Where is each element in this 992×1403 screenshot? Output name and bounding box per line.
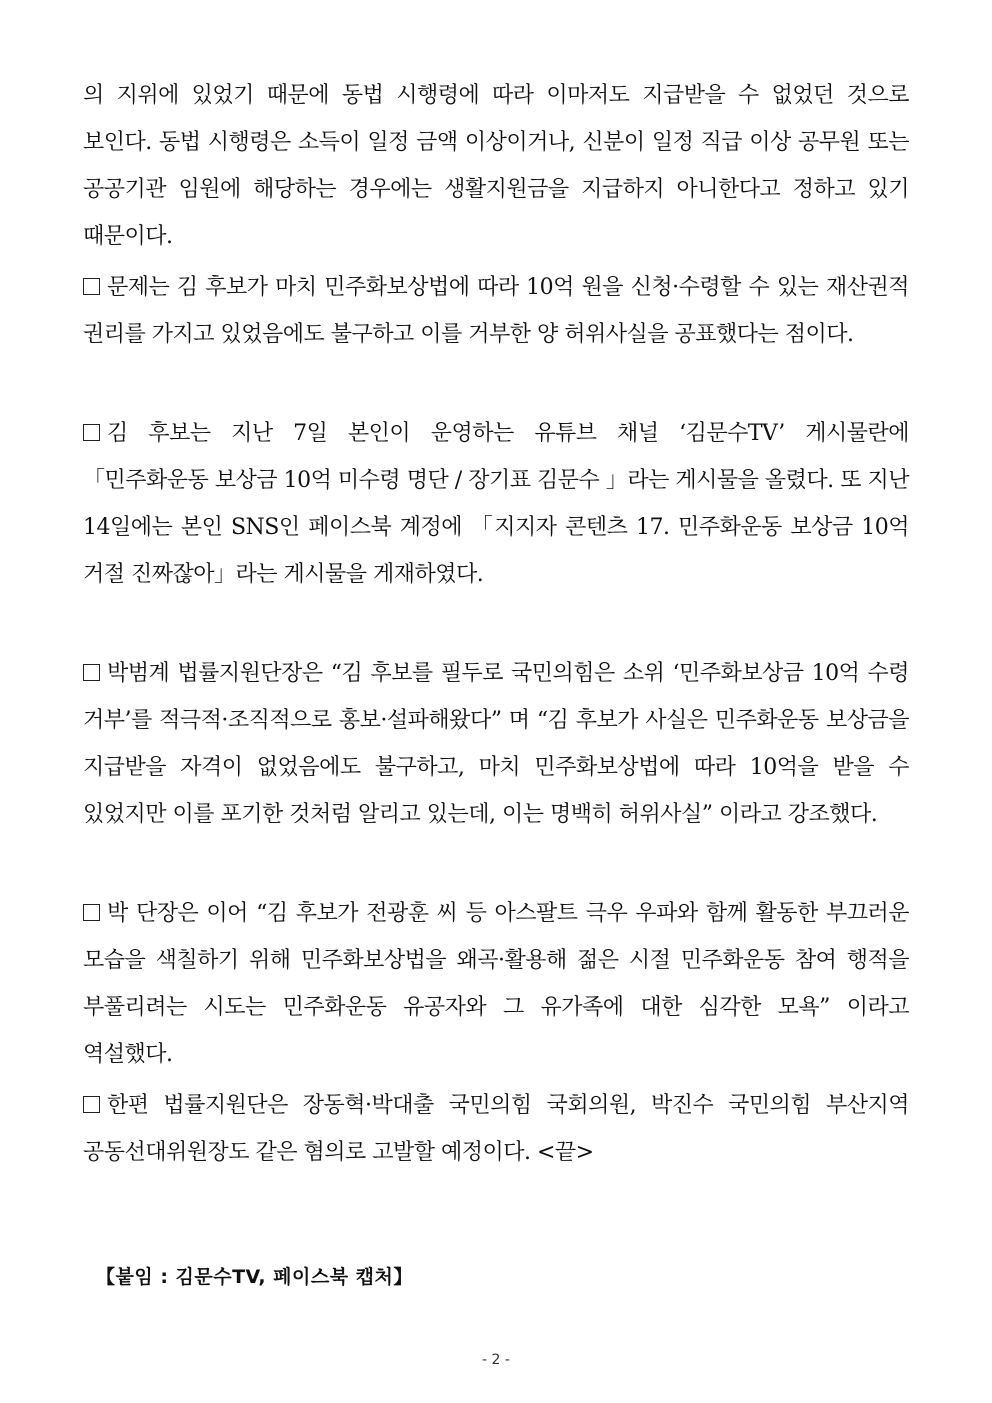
paragraph-6 [83,1082,909,1176]
checkbox-bullet-icon [83,278,100,295]
paragraph-1 [83,72,909,260]
paragraph-3 [83,410,909,598]
paragraph-6-text: 한편 법률지원단은 장동혁·박대출 국민의힘 국회의원, 박진수 국민의힘 부산지역 공동선대위원장도 같은 혐의로 고발할 예정이다. <끝> [83,1093,909,1165]
checkbox-bullet-icon [83,424,100,441]
checkbox-bullet-icon [83,1096,100,1113]
paragraph-5 [83,890,909,1078]
paragraph-3-text: 김 후보는 지난 7일 본인이 운영하는 유튜브 채널 ‘김문수TV’ 게시물란에 「민주화운동 보상금 10억 미수령 명단 / 장기표 김문수 」라는 게시물을 올렸다. 또 지난 14일에는 본인 SNS인 페이스북 계정에 「지지자 콘텐츠 17. 민주화운동 보상금 10억 거절 진짜잖아」라는 게시물을 게재하였다. [83,421,909,587]
page-number: - 2 - [482,1352,510,1368]
checkbox-bullet-icon [83,664,100,681]
paragraph-5-text: 박 단장은 이어 “김 후보가 전광훈 씨 등 아스팔트 극우 우파와 함께 활동한 부끄러운 모습을 색칠하기 위해 민주화보상법을 왜곡·활용해 젊은 시절 민주화운동 참여 행적을 부풀리려는 시도는 민주화운동 유공자와 그 유가족에 대한 심각한 모욕” 이라고 역설했다. [83,901,909,1067]
paragraph-2-text: 문제는 김 후보가 마치 민주화보상법에 따라 10억 원을 신청·수령할 수 있는 재산권적 권리를 가지고 있었음에도 불구하고 이를 거부한 양 허위사실을 공표했다는 점이다. [83,275,909,347]
checkbox-bullet-icon [83,904,100,921]
paragraph-4-text: 박범계 법률지원단장은 “김 후보를 필두로 국민의힘은 소위 ‘민주화보상금 10억 수령 거부’를 적극적·조직적으로 홍보·설파해왔다” 며 “김 후보가 사실은 민주화운동 보상금을 지급받을 자격이 없었음에도 불구하고, 마치 민주화보상법에 따라 10억을 받을 수 있었지만 이를 포기한 것처럼 알리고 있는데, 이는 명백히 허위사실” 이라고 강조했다. [83,661,909,827]
paragraph-2 [83,264,909,358]
paragraph-4 [83,650,909,838]
paragraph-1-text: 의 지위에 있었기 때문에 동법 시행령에 따라 이마저도 지급받을 수 없었던 것으로 보인다. 동법 시행령은 소득이 일정 금액 이상이거나, 신분이 일정 직급 이상 공무원 또는 공공기관 임원에 해당하는 경우에는 생활지원금을 지급하지 아니한다고 정하고 있기 때문이다. [83,83,909,249]
attachment-note: 【붙임 : 김문수TV, 페이스북 캡처】 [96,1266,413,1288]
